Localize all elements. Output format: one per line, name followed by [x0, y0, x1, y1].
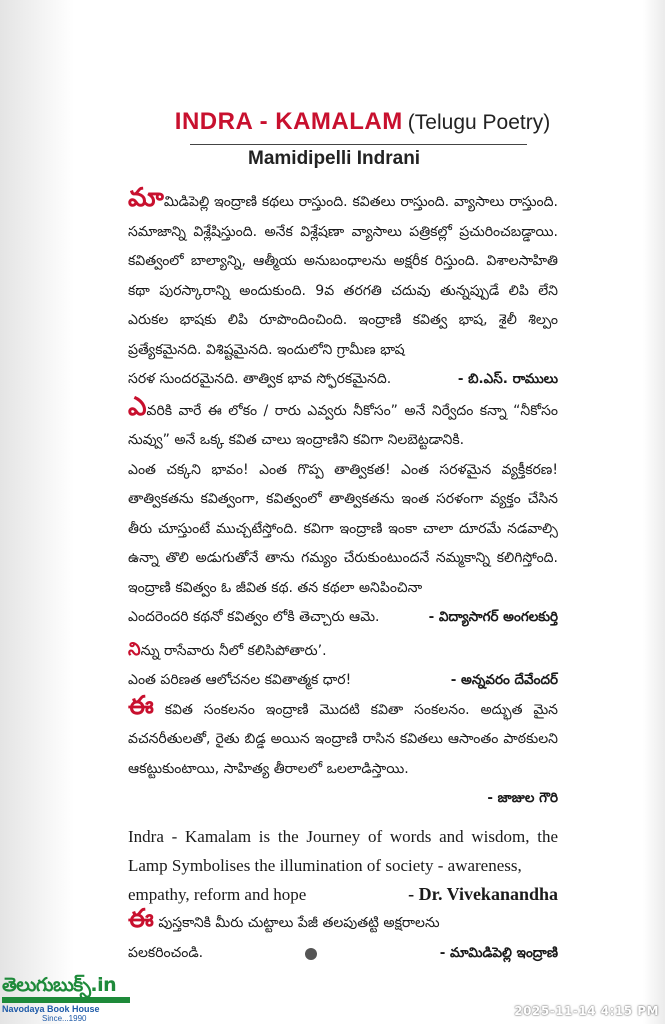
dropcap: మా	[128, 183, 164, 213]
book-title: INDRA - KAMALAM	[174, 108, 403, 135]
logo-strip	[2, 997, 130, 1003]
closing-note-end	[128, 939, 558, 969]
logo-since: Since...1990	[42, 1014, 87, 1023]
review-text: మిడిపెల్లి ఇంద్రాణి కథలు రాస్తుంది. కవితలు రాస్తుంది. వ్యాసాలు రాస్తుంది. సమాజాన్ని విశ్లేషిస్తుంది. అనేక విశ్లేషణా వ్యాసాలు పత్రికల్లో ప్రచురించబడ్డాయి. కవిత్వంలో బాల్యాన్ని, ఆత్మీయ అనుబంధాలను అక్షరీక రిస్తుంది. విశాలసాహితి కథా పురస్కారాన్ని అందుకుంది. 9వ తరగతి చదువు తున్నప్పుడే లిపి లేని ఎరుకల భాషకు లిపి రూపొందించింది. ఇంద్రాణి కవిత్వ భాష, శైలీ శిల్పం ప్రత్యేకమైనది. విశిష్టమైనది. ఇందులోని గ్రామీణ భాష	[128, 194, 558, 358]
review-2-closing	[128, 603, 558, 633]
closing-signature: - మామిడిపెల్లి ఇంద్రాణి	[439, 944, 558, 961]
dropcap: ని	[128, 638, 141, 660]
book-subtitle: (Telugu Poetry)	[407, 111, 551, 134]
blurb-body	[128, 183, 558, 968]
review-3-closing	[128, 666, 558, 696]
dropcap: ఈ	[128, 690, 154, 721]
review-1	[128, 183, 558, 365]
review-signature: - బి.ఎస్. రాములు	[457, 371, 558, 387]
review-2-continued	[128, 456, 558, 604]
title-divider	[190, 144, 527, 145]
review-signature: - అన్నవరం దేవేందర్	[450, 672, 558, 688]
english-note-text: Indra - Kamalam is the Journey of words and wisdom, the Lamp Symbolises the illumination of society - awareness,	[128, 827, 558, 875]
review-4	[128, 690, 558, 785]
review-last-line: ఎంత పరిణత ఆలోచనల కవితాత్మక ధార!	[128, 672, 352, 688]
review-3	[128, 637, 558, 667]
review-last-line: ఎందరెందరి కథనో కవిత్వం లోకి తెచ్చారు ఆమె.	[128, 609, 380, 625]
logo-publisher: Navodaya Book House	[2, 1004, 100, 1014]
page-left-edge	[0, 0, 74, 1024]
review-signature: - విద్యాసాగర్ అంగలకుర్తి	[428, 609, 558, 625]
review-text: ఎంత చక్కని భావం! ఎంత గొప్ప తాత్వికత! ఎంత సరళమైన వ్యక్తీకరణ! తాత్వికతను కవిత్వంగా, కవిత్వంలో తాత్వికతను ఇంత సరళంగా వ్యక్తం చేసిన తీరు చూస్తుంటే ముచ్చటేస్తోంది. కవిగా ఇంద్రాణి ఇంకా చాలా దూరమే నడవాల్సి ఉన్నా తొలి అడుగుతోనే తాను గమ్యం చేరుకుంటుందనే నమ్మకాన్ని కలిగిస్తోంది. ఇంద్రాణి కవిత్వం ఓ జీవిత కథ. తన కథలా అనిపించినా	[128, 461, 558, 596]
review-signature: - జాజుల గౌరి	[487, 790, 558, 806]
review-last-line: సరళ సుందరమైనది. తాత్విక భావ స్ఫోరకమైనది.	[128, 371, 392, 387]
review-text: వరికి వారే ఈ లోకం / రారు ఎవ్వరు నీకోసం” అనే నిర్వేదం కన్నా “నీకోసం నువ్వు” అనే ఒక్క కవిత చాలు ఇంద్రాణిని కవిగా నిలబెట్టడానికి.	[128, 402, 558, 448]
logo-wordmark: తెలుగుబుక్స్.in	[2, 974, 117, 996]
publisher-logo	[2, 974, 132, 1024]
decorative-dot	[305, 948, 317, 960]
review-text: కవిత సంకలనం ఇంద్రాణి మొదటి కవితా సంకలనం. అద్భుత మైన వచనరీతులతో, రైతు బిడ్డ అయిన ఇంద్రాణి రాసిన కవితలు ఆసాంతం పాఠకులని ఆకట్టుకుంటాయి, సాహిత్య తీరాలలో ఒలలాడిస్తాయి.	[128, 701, 558, 777]
closing-text: పుస్తకానికి మీరు చుట్టాలు పేజీ తలపుతట్టి అక్షరాలను	[158, 915, 440, 931]
closing-last-line: పలకరించండి.	[128, 944, 204, 961]
english-note-closing	[128, 880, 558, 909]
author-name: Mamidipelli Indrani	[248, 148, 421, 169]
english-note-last-line: empathy, reform and hope	[128, 885, 307, 904]
photo-timestamp: 2025-11-14 4:15 PM	[514, 1004, 659, 1018]
dropcap: ఈ	[128, 904, 154, 934]
review-1-closing	[128, 365, 558, 395]
dropcap: ఎ	[128, 391, 147, 422]
review-2	[128, 391, 558, 456]
title-line	[30, 108, 665, 136]
page-right-edge	[643, 0, 665, 1024]
header	[0, 108, 665, 136]
review-text: న్ను రాసేవారు నీలో కలిసిపోతారు’.	[140, 642, 327, 659]
english-note	[128, 822, 558, 880]
english-note-signature: - Dr. Vivekanandha	[408, 884, 558, 904]
closing-note	[128, 904, 558, 939]
